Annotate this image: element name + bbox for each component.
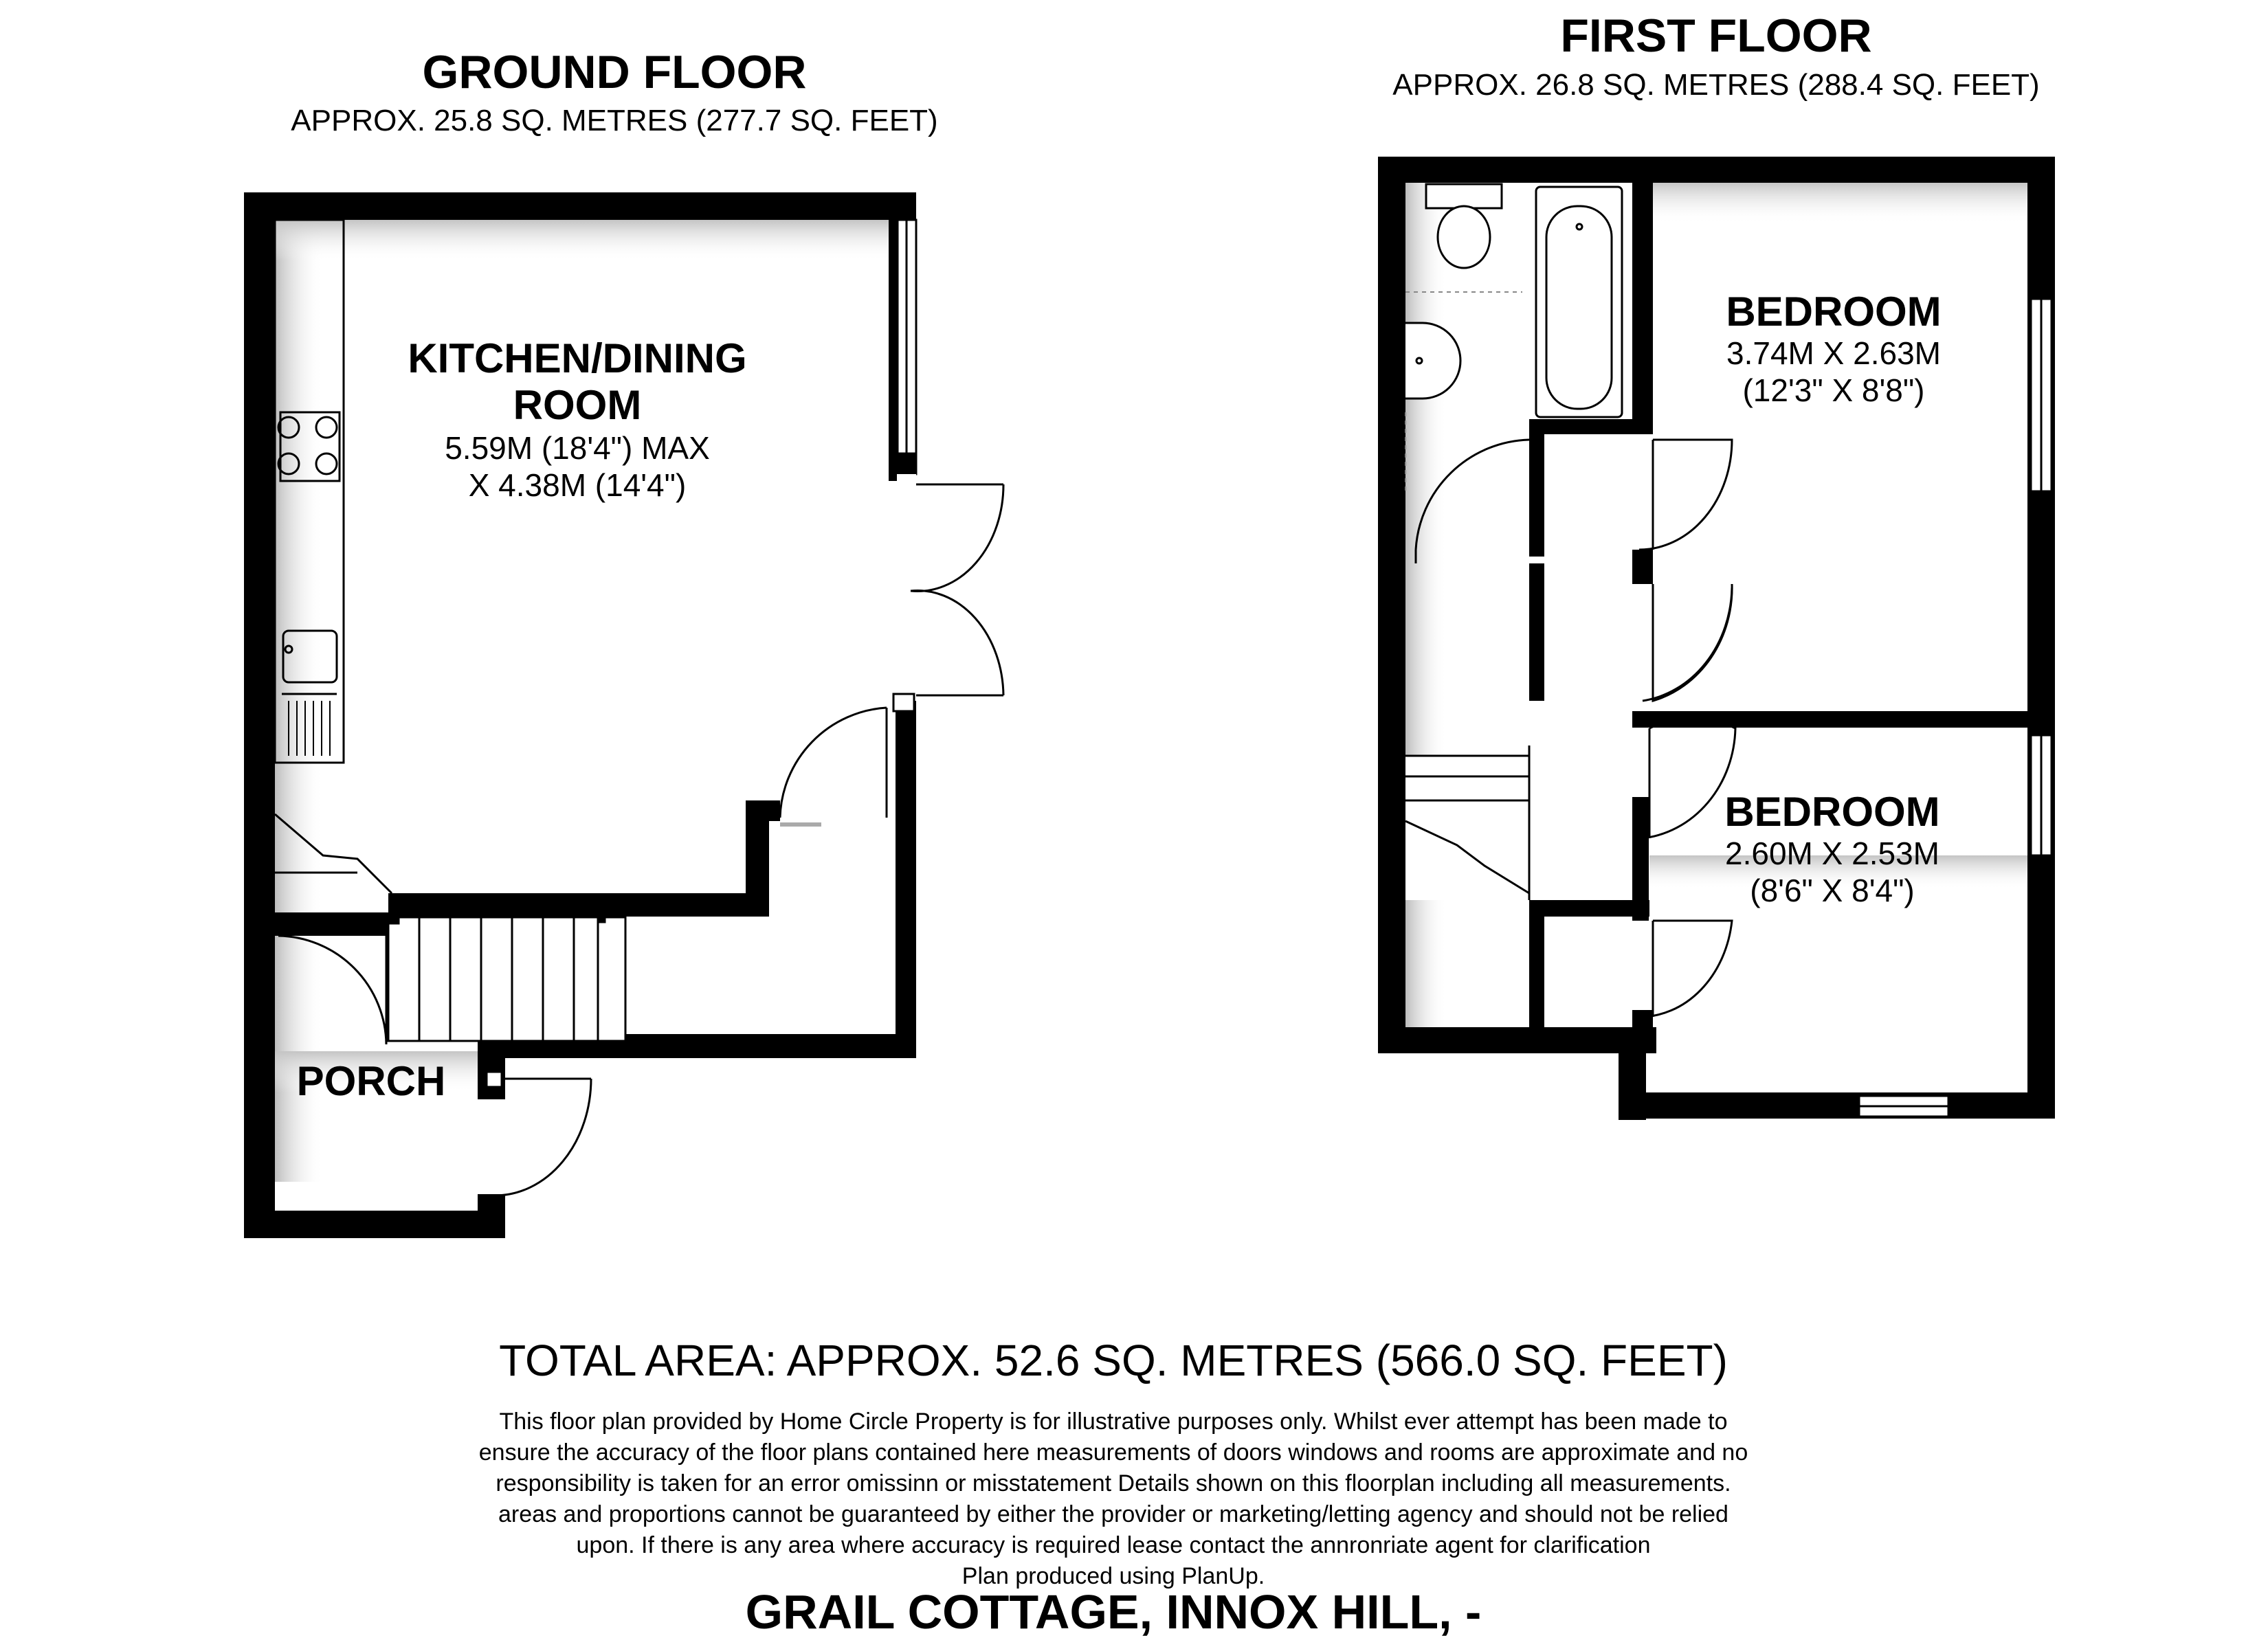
kitchen-dim-line1: 5.59M (18'4") MAX [445,430,710,466]
bedroom1-name: BEDROOM [1726,289,1942,335]
french-doors[interactable] [893,474,1003,711]
hall-door[interactable] [780,708,887,824]
kitchen-window [893,220,916,474]
total-area: TOTAL AREA: APPROX. 52.6 SQ. METRES (566.0 SQ. FEET) [499,1336,1728,1385]
disclaimer-line: This floor plan provided by Home Circle Property is for illustrative purposes only. Whilst ever attempt has been made to [499,1409,1728,1435]
disclaimer-line: Plan produced using PlanUp. [961,1563,1265,1589]
bedroom2-door [1643,718,1735,838]
disclaimer-line: ensure the accuracy of the floor plans contained here measurements of doors windows and rooms are approximate and no [478,1439,1748,1466]
basin-icon [1405,323,1460,399]
wall-shadow [275,220,893,261]
first-floor-area: APPROX. 26.8 SQ. METRES (288.4 SQ. FEET) [1392,68,2040,102]
kitchen-name-line1: KITCHEN/DINING [408,335,747,381]
ground-floor-area: APPROX. 25.8 SQ. METRES (277.7 SQ. FEET) [291,104,938,137]
toilet-cistern-icon [1426,184,1502,208]
first-floor-walls [1378,157,2055,1120]
first-staircase [1405,745,1529,900]
first-floor-doors[interactable] [1416,440,1735,1017]
wall-shadow [275,220,323,1182]
property-address: GRAIL COTTAGE, INNOX HILL, - [745,1585,1482,1639]
kitchen-name-line2: ROOM [513,382,642,428]
kitchen-dim-line2: X 4.38M (14'4") [468,467,687,503]
bedroom2-dim-line2: (8'6" X 8'4") [1750,873,1915,908]
toilet-icon [1438,206,1490,268]
porch-label: PORCH [296,1058,446,1104]
disclaimer-line: upon. If there is any area where accuracy is required lease contact the annronriate agent for clarification [576,1532,1651,1558]
bedroom1-door [1653,584,1732,701]
bedroom2-name: BEDROOM [1724,789,1940,835]
disclaimer-line: areas and proportions cannot be guaranteed by either the provider or marketing/letting agency and should not be relied [498,1501,1728,1527]
wall-shadow [1405,182,1447,1027]
bedroom2-dim-line1: 2.60M X 2.53M [1725,835,1939,871]
bedroom1-dim-line1: 3.74M X 2.63M [1726,335,1941,371]
first-floor-title: FIRST FLOOR [1560,10,1872,62]
wall-shadow [1653,182,2038,223]
bedroom1-dim-line2: (12'3" X 8'8") [1742,372,1925,408]
first-floor-plan [1378,157,2055,1120]
ground-floor-title: GROUND FLOOR [422,46,807,98]
disclaimer-line: responsibility is taken for an error omissinn or misstatement Details shown on this floorplan including all measurements. [496,1470,1731,1496]
bedroom-windows [1859,299,2052,1117]
